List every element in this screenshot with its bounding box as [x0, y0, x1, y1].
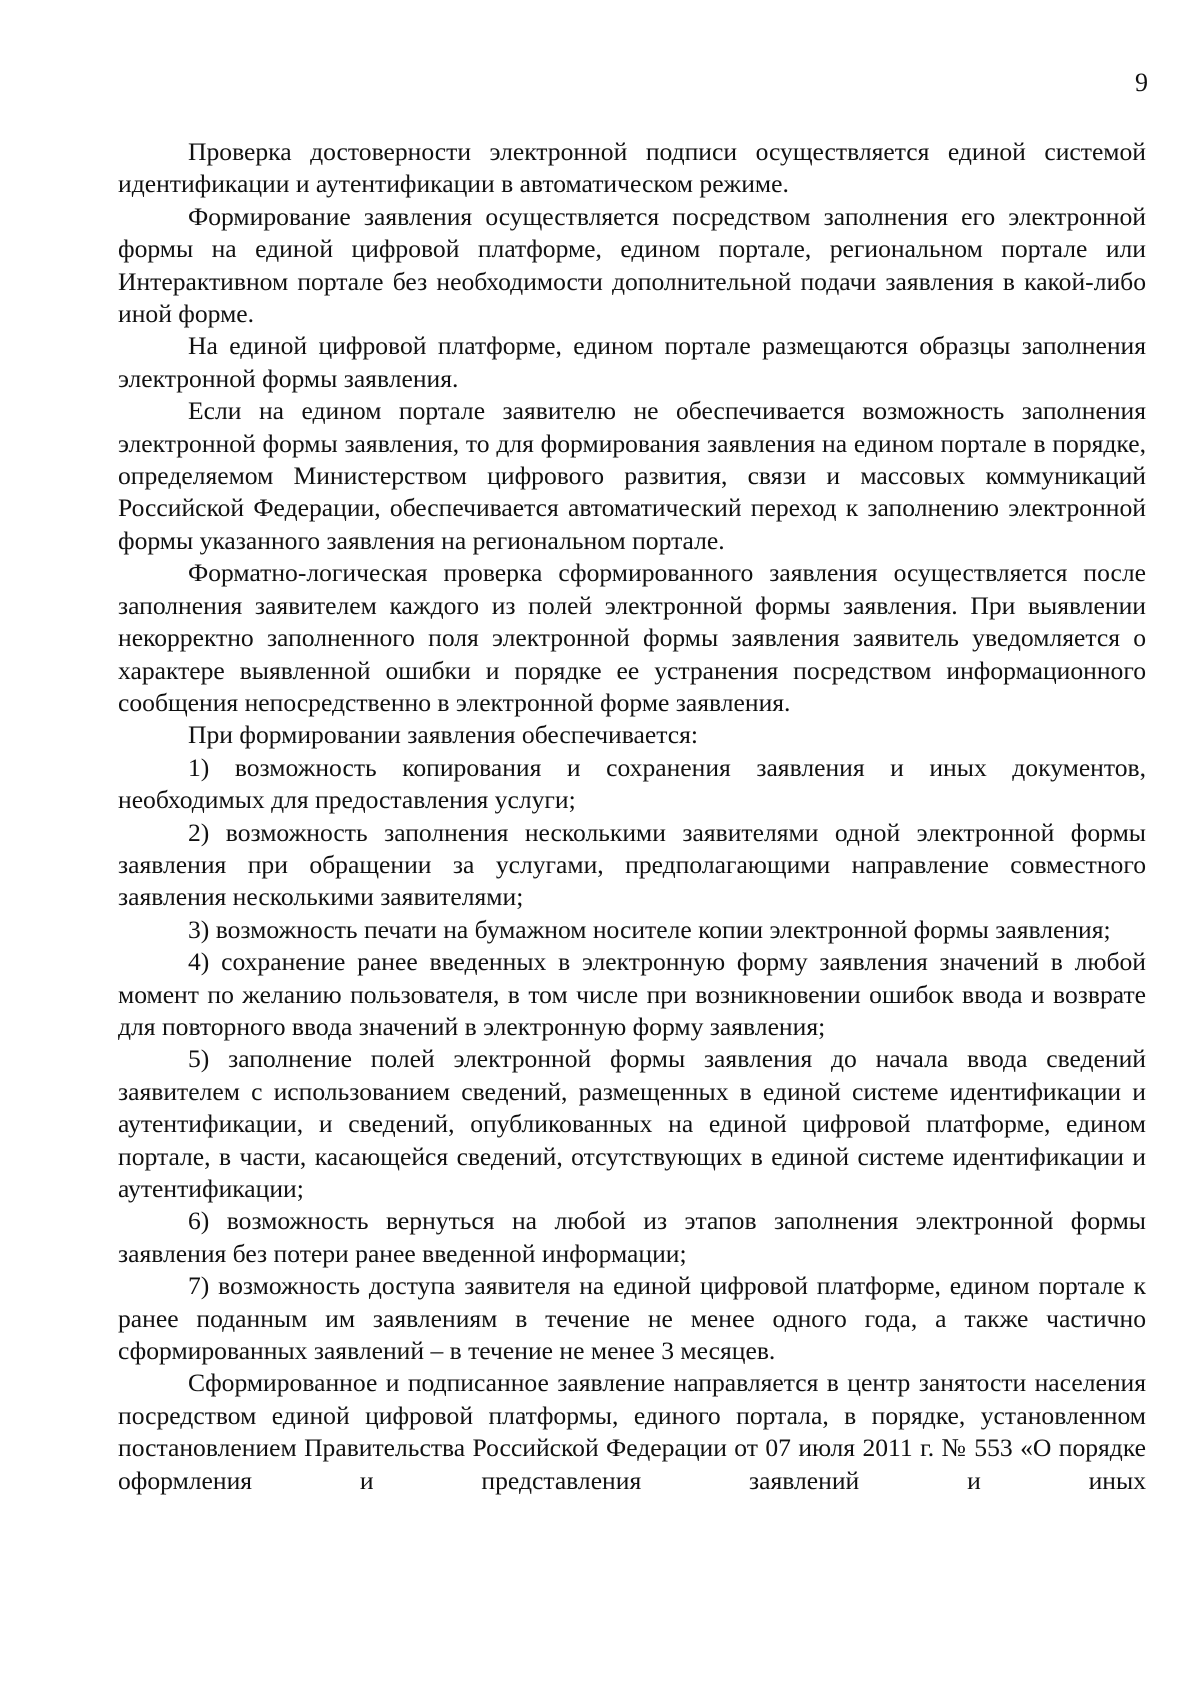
page-number: 9 — [1135, 68, 1148, 97]
paragraph: На единой цифровой платформе, едином портале размещаются образцы заполнения электронной формы заявления. — [118, 331, 1146, 393]
list-item: 3) возможность печати на бумажном носителе копии электронной формы заявления; — [188, 914, 1111, 944]
list-item: 1) возможность копирования и сохранения заявления и иных документов, необходимых для предоставления услуги; — [118, 752, 1146, 815]
paragraph: Проверка достоверности электронной подписи осуществляется единой системой идентификации и аутентификации в автоматическом режиме. — [118, 137, 1146, 199]
list-item: 4) сохранение ранее введенных в электронную форму заявления значений в любой момент по желанию пользователя, в том числе при возникновении ошибок ввода и возврате для повторного ввода значений в электронную форму заявления; — [118, 947, 1146, 1041]
document-body — [118, 136, 1146, 1497]
paragraph: При формировании заявления обеспечивается: — [188, 720, 698, 750]
list-item: 7) возможность доступа заявителя на единой цифровой платформе, едином портале к ранее поданным им заявлениям в течение не менее одного года, а также частично сформированных заявлений – в течение не менее 3 месяцев. — [118, 1271, 1146, 1366]
list-item: 2) возможность заполнения несколькими заявителями одной электронной формы заявления при обращении за услугами, предполагающими направление совместного заявления несколькими заявителями; — [118, 817, 1146, 912]
list-item: 5) заполнение полей электронной формы заявления до начала ввода сведений заявителем с использованием сведений, размещенных в единой системе идентификации и аутентификации, и сведений, опубликованных на единой цифровой платформе, едином портале, в части, касающейся сведений, отсутствующих в единой системе идентификации и аутентификации; — [118, 1044, 1146, 1203]
paragraph: Формирование заявления осуществляется посредством заполнения его электронной формы на единой цифровой платформе, едином портале, региональном портале или Интерактивном портале без необходимости дополнительной подачи заявления в какой-либо иной форме. — [118, 201, 1146, 329]
paragraph: Сформированное и подписанное заявление направляется в центр занятости населения посредством единой цифровой платформы, единого портала, в порядке, установленном постановлением Правительства Российской Федерации от 07 июля 2011 г. № 553 «О порядке оформления и представления заявлений и иных — [118, 1368, 1146, 1495]
paragraph: Форматно-логическая проверка сформированного заявления осуществляется после заполнения заявителем каждого из полей электронной формы заявления. При выявлении некорректно заполненного поля электронной формы заявления заявитель уведомляется о характере выявленной ошибки и порядке ее устранения посредством информационного сообщения непосредственно в электронной форме заявления. — [118, 558, 1146, 717]
paragraph: Если на едином портале заявителю не обеспечивается возможность заполнения электронной формы заявления, то для формирования заявления на едином портале в порядке, определяемом Министерством цифрового развития, связи и массовых коммуникаций Российской Федерации, обеспечивается автоматический переход к заполнению электронной формы указанного заявления на региональном портале. — [118, 396, 1146, 555]
list-item: 6) возможность вернуться на любой из этапов заполнения электронной формы заявления без потери ранее введенной информации; — [118, 1206, 1146, 1268]
